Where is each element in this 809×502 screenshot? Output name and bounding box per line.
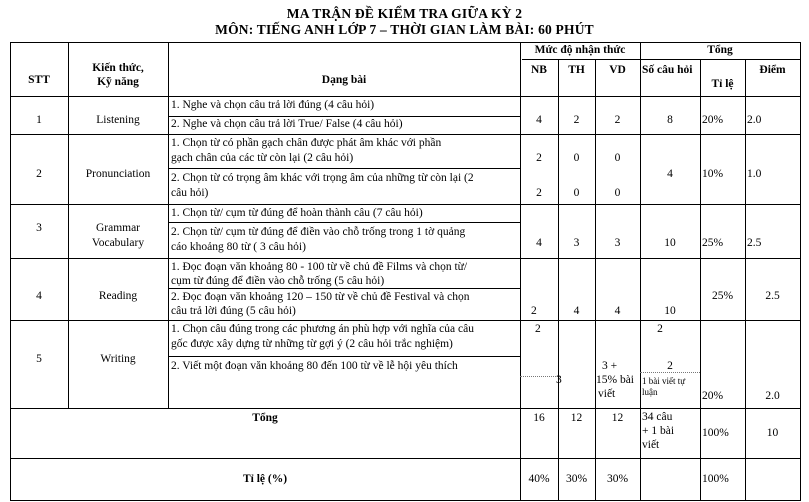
row1-num: 8 [667,114,673,126]
row3-skill-line1: Grammar [95,222,141,234]
document-title: MA TRẬN ĐỀ KIỂM TRA GIỮA KỲ 2 [286,6,523,21]
total-th: 12 [570,412,583,424]
row2-ratio: 10% [702,168,724,180]
row5-skill: Writing [100,353,136,365]
total-ratio: 100% [702,427,729,439]
row2-th1: 0 [573,152,580,164]
row2-stt: 2 [36,168,42,180]
row5-vd2-line1: 3 + [602,360,618,372]
row2-task1-line2: gạch chân của các từ còn lại (2 câu hỏi) [171,152,354,164]
header-stt: STT [28,74,50,86]
row5-num2-line1: 2 [667,360,673,372]
row4-task2-line1: 2. Đọc đoạn văn khoảng 120 – 150 từ về chủ đề Festival và chọn [171,291,470,303]
row4-task1-line2: cụm từ đúng để điền vào chỗ trống (5 câu hỏi) [171,275,385,287]
header-vd: VD [609,64,626,76]
row1-stt: 1 [36,114,42,126]
ratio-row-vd: 30% [606,473,629,485]
row4-th: 4 [573,305,580,317]
header-score: Điểm [759,64,786,76]
row1-score: 2.0 [747,114,762,126]
row1-vd: 2 [614,114,621,126]
header-nb: NB [531,64,547,76]
row4-task2-line2: câu trả lời đúng (5 câu hỏi) [171,305,296,317]
row4-skill: Reading [98,290,138,302]
row1-th: 2 [573,114,580,126]
row2-task1-line1: 1. Chọn từ có phần gạch chân được phát âm khác với phần [171,137,442,149]
row5-num2-line2: 1 bài viết tự [642,376,686,386]
total-score: 10 [766,427,779,439]
row3-task1: 1. Chọn từ/ cụm từ đúng để hoàn thành câu (7 câu hỏi) [171,207,423,219]
header-level-group: Mức độ nhận thức [534,44,626,56]
row3-skill-line2: Vocabulary [91,237,145,249]
row3-stt: 3 [36,222,42,234]
row5-stt: 5 [36,353,42,365]
row5-num2-line3: luận [642,387,658,397]
header-num-questions: Số câu hỏi [642,64,693,76]
row3-task2-line2: cáo khoảng 80 từ ( 3 câu hỏi) [171,241,306,253]
header-knowledge-line2: Kỹ năng [97,76,139,88]
row5-ratio: 20% [702,390,724,402]
row3-score: 2.5 [747,237,762,249]
row4-vd: 4 [614,305,621,317]
row3-num: 10 [664,237,676,249]
header-task-type: Dạng bài [321,74,367,86]
row4-stt: 4 [36,290,42,302]
header-total-group: Tổng [707,44,733,56]
row5-task1-line2: gốc được xây dựng từ những từ gợi ý (2 câu hỏi trắc nghiệm) [171,338,453,350]
row5-score: 2.0 [765,390,780,402]
row2-nb2: 2 [536,187,542,199]
ratio-row-nb: 40% [528,473,550,485]
row1-task2: 2. Nghe và chọn câu trả lời True/ False (4 câu hỏi) [171,118,403,130]
total-num-line1: 34 câu [642,411,673,423]
ratio-row-th: 30% [565,473,588,485]
ratio-row-label: Tỉ lệ (%) [242,473,288,485]
header-th: TH [568,64,585,76]
total-num-line3: viết [642,439,660,451]
row5-task1-line1: 1. Chọn câu đúng trong các phương án phù hợp với nghĩa của câu [171,323,474,335]
row2-task2-line2: câu hỏi) [171,187,209,199]
total-label: Tổng [252,412,278,424]
row2-num: 4 [667,168,673,180]
total-vd: 12 [611,412,624,424]
row2-vd1: 0 [614,152,621,164]
row3-nb: 4 [536,237,542,249]
row4-ratio: 25% [711,290,734,302]
row5-task2: 2. Viết một đoạn văn khoảng 80 đến 100 từ về lễ hội yêu thích [171,360,458,372]
row2-score: 1.0 [747,168,762,180]
row2-task2-line1: 2. Chọn từ có trọng âm khác với trọng âm của những từ còn lại (2 [171,172,474,184]
row1-ratio: 20% [702,114,724,126]
row3-task2-line1: 2. Chọn từ/ cụm từ đúng để điền vào chỗ trống trong 1 tờ quảng [171,226,466,238]
row1-nb: 4 [536,114,542,126]
header-knowledge-line1: Kiến thức, [92,62,144,74]
ratio-row-ratio: 100% [702,473,729,485]
row4-num: 10 [664,305,676,317]
document-subtitle: MÔN: TIẾNG ANH LỚP 7 – THỜI GIAN LÀM BÀI: 60 PHÚT [215,22,594,37]
total-num-line2: + 1 bài [642,425,675,437]
total-nb: 16 [533,412,545,424]
row3-vd: 3 [614,237,621,249]
row4-nb: 2 [531,305,537,317]
row5-vd2-line3: viết [598,388,616,400]
row2-skill: Pronunciation [85,168,151,180]
row1-skill: Listening [96,114,140,126]
row5-th2: 3 [556,374,562,386]
row4-score: 2.5 [765,290,780,302]
row5-vd2-line2: 15% bài [596,374,635,386]
row4-task1-line1: 1. Đọc đoạn văn khoảng 80 - 100 từ về chủ đề Films và chọn từ/ [171,261,468,273]
row5-nb1: 2 [535,323,541,335]
row1-task1: 1. Nghe và chọn câu trả lời đúng (4 câu hỏi) [171,99,375,111]
row2-vd2: 0 [614,187,621,199]
row3-th: 3 [573,237,580,249]
row5-num1: 2 [657,323,663,335]
row2-th2: 0 [573,187,580,199]
row2-nb1: 2 [536,152,542,164]
header-ratio: Tỉ lệ [711,78,734,90]
row3-ratio: 25% [702,237,724,249]
